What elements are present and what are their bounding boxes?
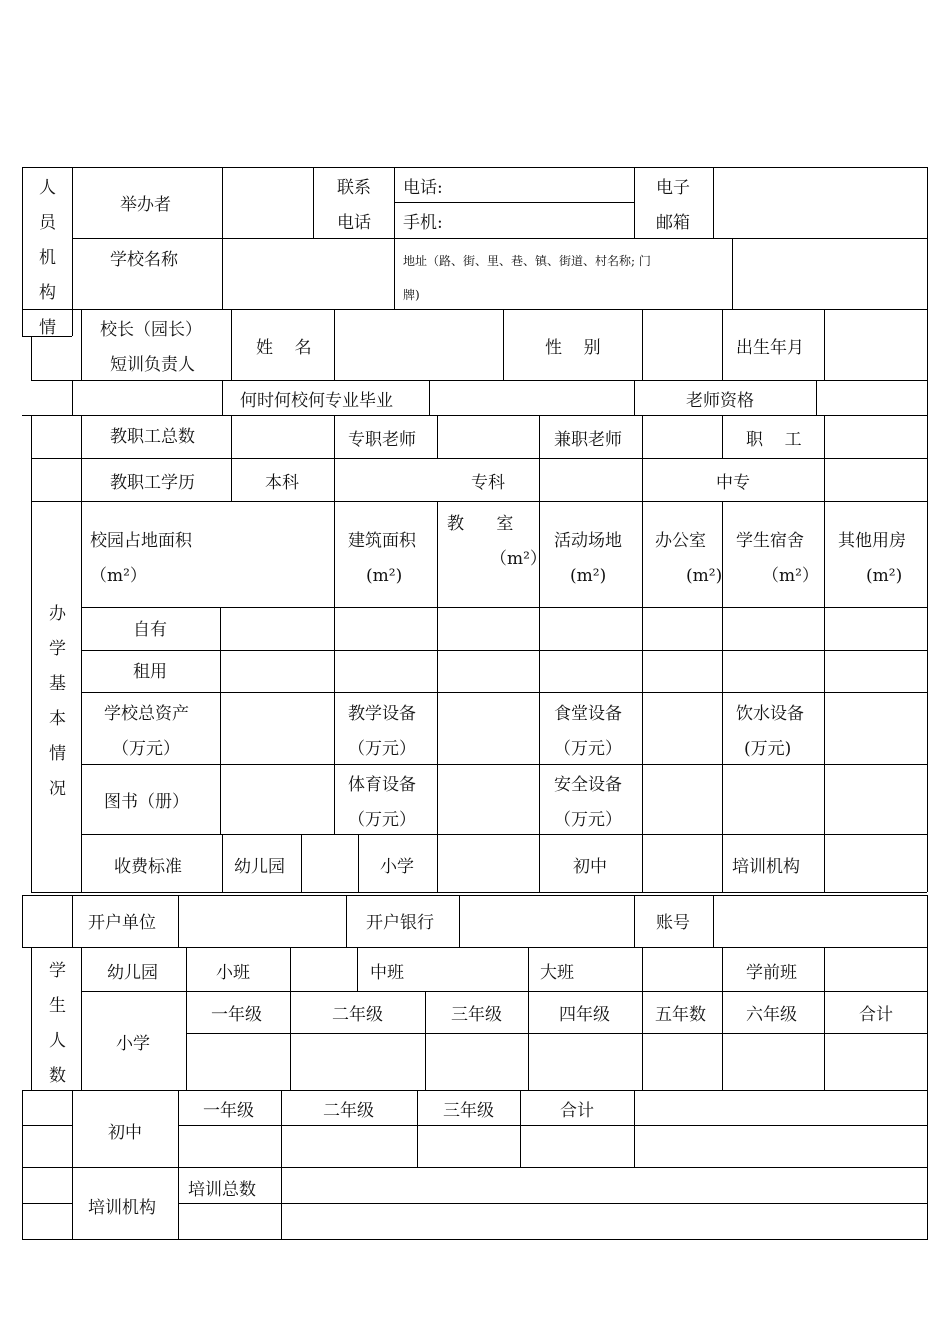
rule	[231, 415, 232, 501]
rule	[334, 501, 335, 835]
rule	[22, 309, 928, 310]
building-area-label: 建筑面积	[348, 531, 416, 551]
rule	[81, 991, 927, 992]
rule	[927, 895, 928, 947]
bachelor-label: 本科	[265, 473, 299, 493]
mobile-field[interactable]: 手机:	[403, 213, 443, 233]
rule	[231, 309, 232, 380]
rule	[346, 895, 347, 947]
rule	[22, 167, 23, 336]
phone-field[interactable]: 电话:	[403, 178, 443, 198]
grade-label: 五年数	[655, 1005, 706, 1025]
section-char: 况	[49, 779, 66, 799]
rule	[72, 895, 73, 947]
rule	[816, 380, 817, 415]
rule	[713, 895, 714, 947]
section-char: 机	[39, 248, 56, 268]
principal-label: 短训负责人	[110, 355, 195, 375]
rule	[634, 895, 635, 947]
unit-label: （万元）	[348, 810, 416, 830]
account-number-label: 账号	[656, 913, 690, 933]
rule	[429, 380, 430, 415]
unit-label: （万元）	[348, 739, 416, 759]
fulltime-label: 专职老师	[348, 430, 416, 450]
unit-label: （万元）	[554, 739, 622, 759]
unit-label: (万元)	[744, 739, 792, 759]
rule	[22, 895, 23, 947]
rule	[539, 415, 540, 501]
rule	[72, 380, 73, 415]
rule	[81, 607, 927, 608]
parttime-label: 兼职老师	[554, 430, 622, 450]
campus-area-label: 校园占地面积	[90, 531, 192, 551]
rule	[222, 167, 223, 309]
fee-training-label: 培训机构	[732, 857, 800, 877]
rule	[642, 309, 643, 380]
unit-label: （m²）	[490, 549, 547, 569]
organizer-label: 举办者	[120, 195, 171, 215]
education-label: 教职工学历	[110, 473, 195, 493]
rule	[437, 415, 438, 458]
email-label: 电子	[656, 178, 690, 198]
rule	[722, 309, 723, 380]
rule	[178, 1203, 928, 1204]
staff-label: 职 工	[746, 430, 802, 450]
grade-label: 一年级	[203, 1101, 254, 1121]
rule	[31, 501, 927, 502]
grade-label: 二年级	[332, 1005, 383, 1025]
rule	[634, 380, 635, 415]
safety-equipment-label: 安全设备	[554, 775, 622, 795]
big-class-label: 大班	[540, 963, 574, 983]
rule	[927, 1090, 928, 1240]
rule	[358, 834, 359, 892]
section-char: 生	[49, 996, 66, 1016]
rule	[417, 1090, 418, 1167]
rented-label: 租用	[133, 662, 167, 682]
activity-label: 活动场地	[554, 531, 622, 551]
rule	[81, 764, 927, 765]
rule	[357, 947, 358, 991]
rule	[301, 834, 302, 892]
rule	[186, 1033, 927, 1034]
section-char: 员	[39, 213, 56, 233]
rule	[22, 895, 928, 896]
rule	[31, 458, 927, 459]
section-char: 情	[49, 744, 66, 764]
grade-label: 合计	[560, 1101, 594, 1121]
teacher-qualification-label: 老师资格	[686, 391, 754, 411]
total-staff-label: 教职工总数	[110, 427, 195, 447]
rule	[425, 991, 426, 1090]
rule	[178, 1090, 179, 1240]
teaching-equipment-label: 教学设备	[348, 704, 416, 724]
gender-label: 性 别	[545, 338, 601, 358]
canteen-equipment-label: 食堂设备	[554, 704, 622, 724]
rule	[394, 167, 395, 309]
books-label: 图书（册）	[104, 792, 189, 812]
contact-phone-label: 电话	[337, 213, 371, 233]
grade-label: 四年级	[559, 1005, 610, 1025]
rule	[634, 1090, 635, 1167]
rule	[503, 309, 504, 380]
rule	[722, 947, 723, 1090]
students-kindergarten-label: 幼儿园	[107, 963, 158, 983]
middle-class-label: 中班	[370, 963, 404, 983]
rule	[281, 1090, 282, 1167]
rule	[22, 1239, 928, 1240]
classroom-label: 教 室	[447, 514, 514, 534]
fee-kindergarten-label: 幼儿园	[234, 857, 285, 877]
rule	[824, 501, 825, 892]
rule	[22, 1203, 72, 1204]
graduation-label: 何时何校何专业毕业	[240, 391, 393, 411]
birth-label: 出生年月	[736, 338, 804, 358]
contact-phone-label: 联系	[337, 178, 371, 198]
section-char: 办	[49, 604, 66, 624]
unit-label: (m²)	[686, 566, 723, 586]
rule	[528, 947, 529, 1090]
owned-label: 自有	[133, 620, 167, 640]
bank-label: 开户银行	[366, 913, 434, 933]
office-label: 办公室	[655, 531, 706, 551]
college-label: 专科	[471, 473, 505, 493]
grade-label: 合计	[859, 1005, 893, 1025]
rule	[81, 834, 927, 835]
grade-label: 三年级	[451, 1005, 502, 1025]
section-char: 人	[49, 1031, 66, 1051]
rule	[927, 947, 928, 1090]
training-label: 培训机构	[88, 1198, 156, 1218]
principal-label: 校长（园长）	[100, 320, 202, 340]
rule	[824, 947, 825, 1090]
rule	[22, 947, 928, 948]
rule	[31, 336, 32, 380]
unit-label: （m²）	[90, 566, 147, 586]
water-equipment-label: 饮水设备	[736, 704, 804, 724]
rule	[81, 415, 82, 892]
rule	[31, 947, 32, 1090]
rule	[31, 415, 32, 892]
rule	[72, 167, 73, 336]
rule	[22, 1125, 72, 1126]
rule	[732, 238, 733, 309]
address-label: 地址（路、街、里、巷、镇、街道、村名称; 门	[403, 254, 651, 268]
rule	[642, 501, 643, 892]
fee-standard-label: 收费标准	[114, 857, 182, 877]
rule	[72, 1090, 73, 1240]
rule	[222, 380, 223, 415]
rule	[81, 947, 82, 1090]
rule	[22, 1090, 23, 1240]
sports-equipment-label: 体育设备	[348, 775, 416, 795]
rule	[22, 167, 928, 168]
rule	[72, 238, 928, 239]
rule	[824, 309, 825, 380]
section-char: 本	[49, 709, 66, 729]
rule	[178, 895, 179, 947]
unit-label: （万元）	[554, 810, 622, 830]
grade-label: 二年级	[323, 1101, 374, 1121]
rule	[459, 895, 460, 947]
rule	[178, 1125, 928, 1126]
rule	[81, 692, 927, 693]
section-char: 学	[49, 639, 66, 659]
rule	[642, 947, 643, 1090]
email-label: 邮箱	[656, 213, 690, 233]
rule	[22, 1167, 928, 1168]
rule	[186, 947, 187, 1090]
total-assets-label: 学校总资产	[104, 704, 189, 724]
unit-label: (m²)	[866, 566, 903, 586]
dorm-label: 学生宿舍	[736, 531, 804, 551]
rule	[281, 1167, 282, 1239]
rule	[520, 1090, 521, 1167]
unit-label: (m²)	[570, 566, 607, 586]
rule	[824, 415, 825, 501]
rule	[722, 501, 723, 892]
address-label: 牌)	[403, 288, 420, 302]
secondary-label: 中专	[716, 473, 750, 493]
grade-label: 三年级	[443, 1101, 494, 1121]
rule	[290, 947, 291, 1090]
rule	[220, 607, 221, 835]
school-name-label: 学校名称	[110, 250, 178, 270]
unit-label: （m²）	[762, 566, 819, 586]
fee-primary-label: 小学	[380, 857, 414, 877]
rule	[927, 380, 928, 892]
rule	[31, 892, 927, 893]
rule	[31, 380, 927, 381]
section-char: 人	[39, 178, 56, 198]
rule	[81, 309, 82, 380]
section-char: 构	[39, 283, 56, 303]
grade-label: 六年级	[746, 1005, 797, 1025]
small-class-label: 小班	[216, 963, 250, 983]
rule	[927, 167, 928, 380]
unit-label: （万元）	[112, 739, 180, 759]
rule	[394, 202, 634, 203]
section-char: 数	[49, 1066, 66, 1086]
students-primary-label: 小学	[116, 1034, 150, 1054]
rule	[634, 167, 635, 238]
rule	[722, 415, 723, 458]
fee-junior-label: 初中	[573, 857, 607, 877]
junior-label: 初中	[108, 1123, 142, 1143]
rule	[334, 309, 335, 380]
rule	[22, 415, 928, 416]
rule	[437, 501, 438, 892]
rule	[642, 415, 643, 501]
rule	[713, 167, 714, 238]
training-total-label: 培训总数	[188, 1180, 256, 1200]
account-unit-label: 开户单位	[88, 913, 156, 933]
rule	[313, 167, 314, 238]
grade-label: 一年级	[211, 1005, 262, 1025]
preschool-label: 学前班	[746, 963, 797, 983]
rule	[334, 415, 335, 501]
section-char: 情	[39, 318, 56, 338]
unit-label: (m²)	[366, 566, 403, 586]
other-label: 其他用房	[838, 531, 906, 551]
rule	[222, 834, 223, 892]
rule	[22, 1090, 928, 1091]
rule	[81, 650, 927, 651]
section-char: 学	[49, 961, 66, 981]
name-label: 姓 名	[256, 338, 312, 358]
section-char: 基	[49, 674, 66, 694]
